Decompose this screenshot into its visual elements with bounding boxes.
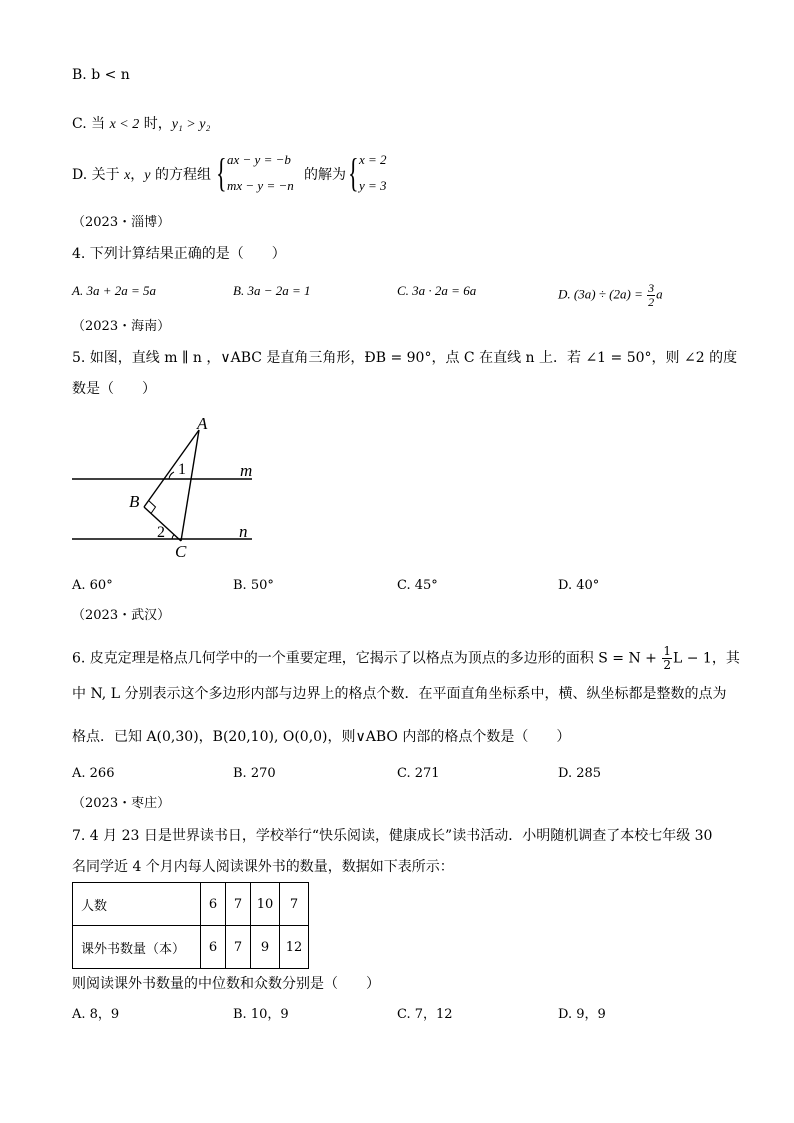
q6-line1-text: 6. 皮克定理是格点几何学中的一个重要定理，它揭示了以格点为顶点的多边形的面积 S = N + (72, 650, 662, 667)
q4-option-a: A. 3a + 2a = 5a (72, 283, 156, 298)
table-cell: 7 (226, 926, 251, 969)
q7-option-c: C. 7，12 (397, 1007, 453, 1022)
q6-option-b: B. 270 (233, 766, 276, 781)
system1-row2: mx − y = −n (227, 178, 294, 193)
q7-option-a: A. 8，9 (72, 1007, 120, 1022)
q7-line1: 7. 4 月 23 日是世界读书日，学校举行“快乐阅读，健康成长”读书活动．小明随机调查了本校七年级 30 (72, 828, 713, 844)
system2-row2: y = 3 (359, 178, 387, 193)
q6-line1-tail: L − 1，其 (673, 650, 740, 667)
label-m: m (240, 461, 253, 480)
q6-line1 (72, 645, 740, 672)
table-cell: 人数 (73, 883, 201, 926)
label-n: n (239, 522, 248, 541)
table-row (73, 926, 309, 969)
label-angle-2: 2 (157, 524, 165, 541)
table-cell: 课外书数量（本） (73, 926, 201, 969)
q3-option-d-sep: ， (130, 167, 145, 183)
segment-ab (144, 430, 199, 507)
q7-option-d: D. 9，9 (558, 1007, 606, 1022)
q6-option-a: A. 266 (72, 766, 115, 781)
q3-option-d-post: 的解为 (304, 167, 346, 183)
table-cell: 7 (280, 883, 309, 926)
q7-source: （2023・枣庄） (72, 796, 171, 811)
label-c: C (175, 542, 187, 561)
fraction-denominator: 2 (663, 658, 671, 672)
system1-row1: ax − y = −b (227, 152, 291, 167)
system-brace-1: { (216, 150, 227, 195)
q4-option-d-suffix: a (656, 286, 663, 302)
system2-row1: x = 2 (359, 152, 387, 167)
q3-option-d-mid: 的方程组 (150, 167, 211, 183)
q5-option-a: A. 60° (72, 578, 113, 593)
q6-option-c: C. 271 (397, 766, 440, 781)
fraction-denominator: 2 (648, 295, 655, 309)
table-cell: 10 (251, 883, 280, 926)
table-row (73, 883, 309, 926)
table-cell: 7 (226, 883, 251, 926)
table-cell: 6 (201, 926, 226, 969)
q3-option-b: B. b < n (72, 67, 130, 83)
q4-option-c: C. 3a · 2a = 6a (397, 283, 477, 298)
q7-line2: 名同学近 4 个月内每人阅读课外书的数量，数据如下表所示： (72, 859, 454, 875)
q7-question: 则阅读课外书数量的中位数和众数分别是（ ） (72, 976, 380, 992)
fraction-numerator: 1 (663, 644, 671, 658)
q7-option-b: B. 10，9 (233, 1007, 289, 1022)
q6-source: （2023・武汉） (72, 608, 171, 623)
q3-option-c-prefix: C. 当 (72, 116, 110, 132)
q3-option-c-connector: 时， (139, 116, 172, 132)
table-cell: 12 (280, 926, 309, 969)
q6-fraction (662, 645, 672, 672)
system-brace-2: { (348, 150, 359, 195)
q4-option-b: B. 3a − 2a = 1 (233, 283, 311, 298)
q3-option-d-x: x (124, 168, 131, 183)
q4-source: （2023・淄博） (72, 215, 171, 230)
q6-line3: 格点．已知 A(0,30)，B(20,10), O(0,0)，则∨ABO 内部的格点个数是（ ） (72, 729, 571, 745)
angle-1-arc (169, 472, 174, 479)
q3-option-c-condition: x < 2 (109, 117, 140, 132)
fraction-numerator: 3 (648, 281, 655, 295)
survey-table (72, 882, 309, 969)
table-cell: 9 (251, 926, 280, 969)
q5-option-c: C. 45° (397, 578, 438, 593)
table-cell: 6 (201, 883, 226, 926)
q6-option-d: D. 285 (558, 766, 602, 781)
q6-line2: 中 N, L 分别表示这个多边形内部与边界上的格点个数．在平面直角坐标系中，横、纵坐标都是整数的点为 (72, 686, 727, 702)
q4-option-d-prefix: D. (3a) ÷ (2a) = (558, 286, 647, 302)
q5-stem-line2: 数是（ ） (72, 381, 156, 397)
q5-stem-line1: 5. 如图，直线 m ∥ n ，∨ABC 是直角三角形，ÐB = 90°，点 C 在直线 n 上．若 ∠1 = 50°，则 ∠2 的度 (72, 350, 738, 366)
q4-stem: 4. 下列计算结果正确的是（ ） (72, 246, 286, 262)
label-angle-1: 1 (178, 461, 186, 478)
q5-option-b: B. 50° (233, 578, 274, 593)
q3-option-c-expression: y₁ > y₂ (171, 117, 211, 132)
q3-option-d-prefix: D. 关于 (72, 167, 125, 183)
q5-option-d: D. 40° (558, 578, 600, 593)
label-a: A (197, 414, 208, 433)
segment-ac (181, 430, 199, 541)
q3-option-d-y: y (144, 168, 151, 183)
q5-source: （2023・海南） (72, 319, 171, 334)
label-b: B (129, 492, 140, 511)
